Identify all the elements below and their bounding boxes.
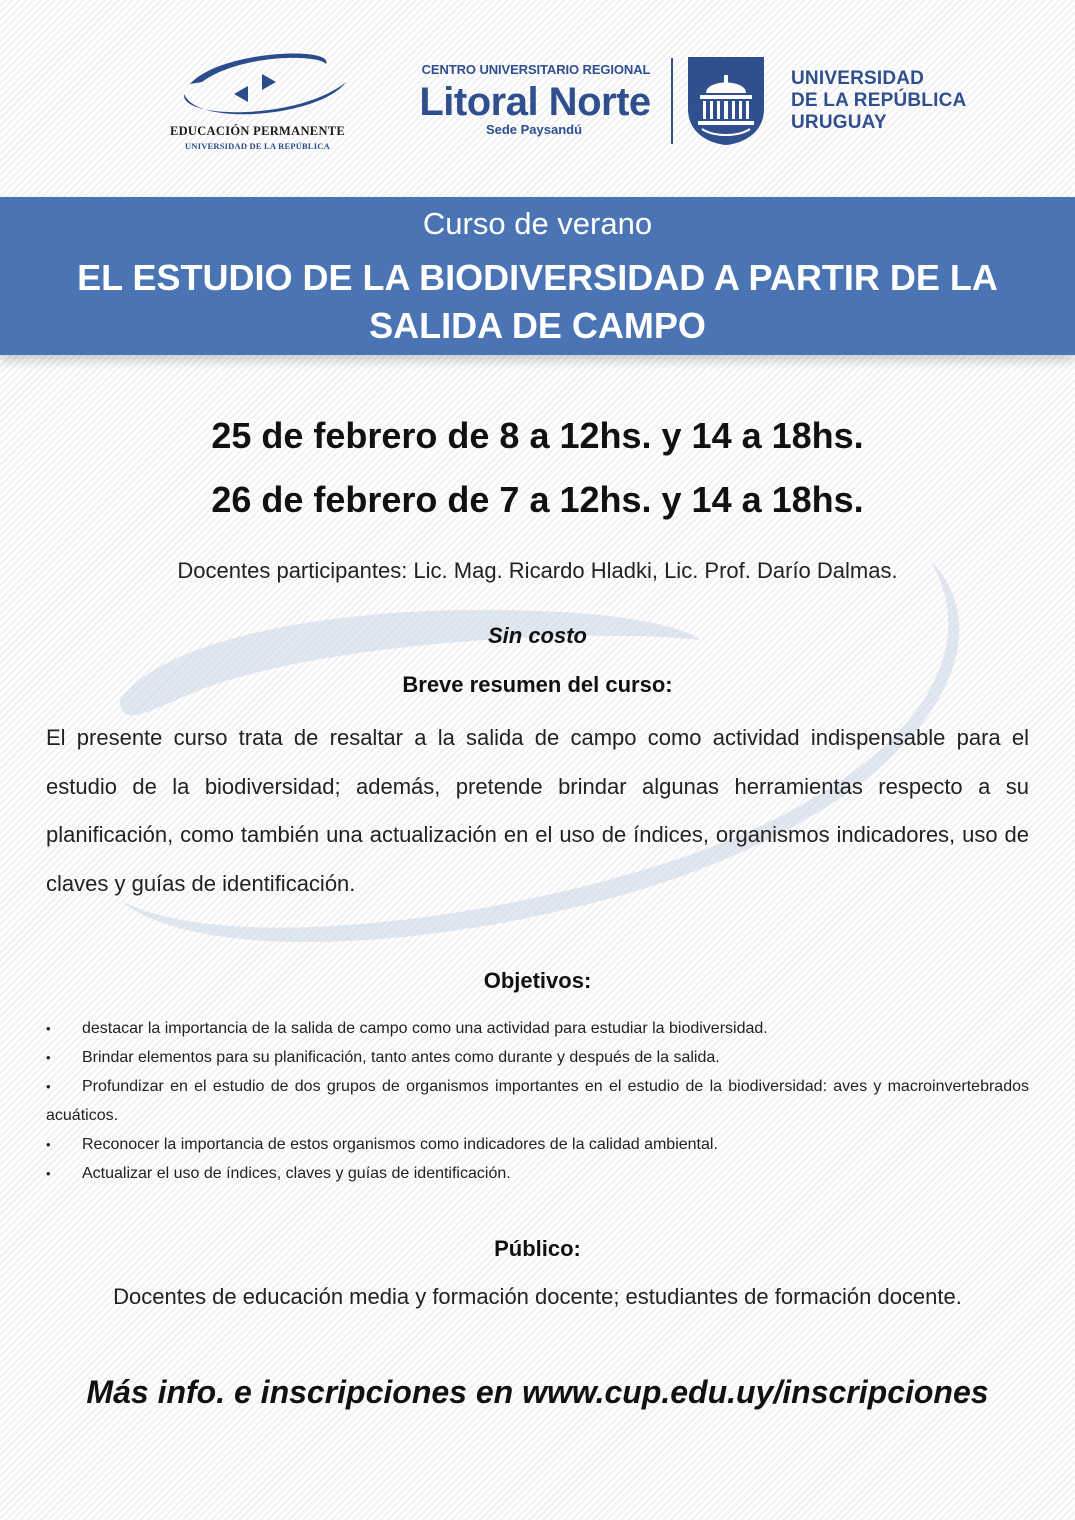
schedule-day-1: 25 de febrero de 8 a 12hs. y 14 a 18hs. <box>211 415 864 456</box>
cost-label: Sin costo <box>487 623 587 648</box>
objective-item: • Reconocer la importancia de estos organismos como indicadores de la calidad ambiental. <box>46 1130 1029 1159</box>
objectives-list <box>46 1014 1029 1188</box>
schedule-day-2: 26 de febrero de 7 a 12hs. y 14 a 18hs. <box>211 479 864 520</box>
audience-heading: Público: <box>494 1236 581 1261</box>
litoral-norte-top-label: CENTRO UNIVERSITARIO REGIONAL <box>421 62 651 77</box>
udelar-line-2: DE LA REPÚBLICA <box>791 90 967 111</box>
litoral-norte-sede: Sede Paysandú <box>485 122 583 137</box>
educacion-permanente-subtitle: UNIVERSIDAD DE LA REPÚBLICA <box>185 141 330 151</box>
udelar-name <box>791 68 966 134</box>
objective-item: • Profundizar en el estudio de dos grupos de organismos importantes en el estudio de la biodiversidad: aves y macroinvertebrados acuáticos. <box>46 1072 1029 1130</box>
objective-item: • Brindar elementos para su planificación, tanto antes como durante y después de la salida. <box>46 1043 1029 1072</box>
objective-item: • destacar la importancia de la salida de campo como una actividad para estudiar la biodiversidad. <box>46 1014 1029 1043</box>
objective-item: • Actualizar el uso de índices, claves y guías de identificación. <box>46 1159 1029 1188</box>
udelar-line-1: UNIVERSIDAD <box>791 68 925 89</box>
educacion-permanente-logo <box>150 42 365 157</box>
summary-text: El presente curso trata de resaltar a la salida de campo como actividad indispensable para el estudio de la biodiversidad; además, pretende brindar algunas herramientas respecto a su planificación, como también una actualización en el uso de índices, organismos indicadores, uso de claves y guías de identificación. <box>46 725 1029 896</box>
educacion-permanente-name: EDUCACIÓN PERMANENTE <box>169 124 346 138</box>
udelar-line-3: URUGUAY <box>791 112 887 133</box>
summary-heading: Breve resumen del curso: <box>402 672 673 697</box>
udelar-seal-icon <box>688 57 764 145</box>
course-title: EL ESTUDIO DE LA BIODIVERSIDAD A PARTIR DE LA SALIDA DE CAMPO <box>77 257 998 346</box>
header-divider <box>671 58 673 144</box>
teachers-line: Docentes participantes: Lic. Mag. Ricardo Hladki, Lic. Prof. Darío Dalmas. <box>177 558 898 583</box>
more-info-link[interactable]: Más info. e inscripciones en www.cup.edu.uy/inscripciones <box>86 1374 989 1410</box>
course-type: Curso de verano <box>422 206 653 241</box>
objectives-heading: Objetivos: <box>483 968 592 993</box>
litoral-norte-name: Litoral Norte <box>419 80 651 124</box>
audience-text: Docentes de educación media y formación docente; estudiantes de formación docente. <box>113 1284 962 1309</box>
